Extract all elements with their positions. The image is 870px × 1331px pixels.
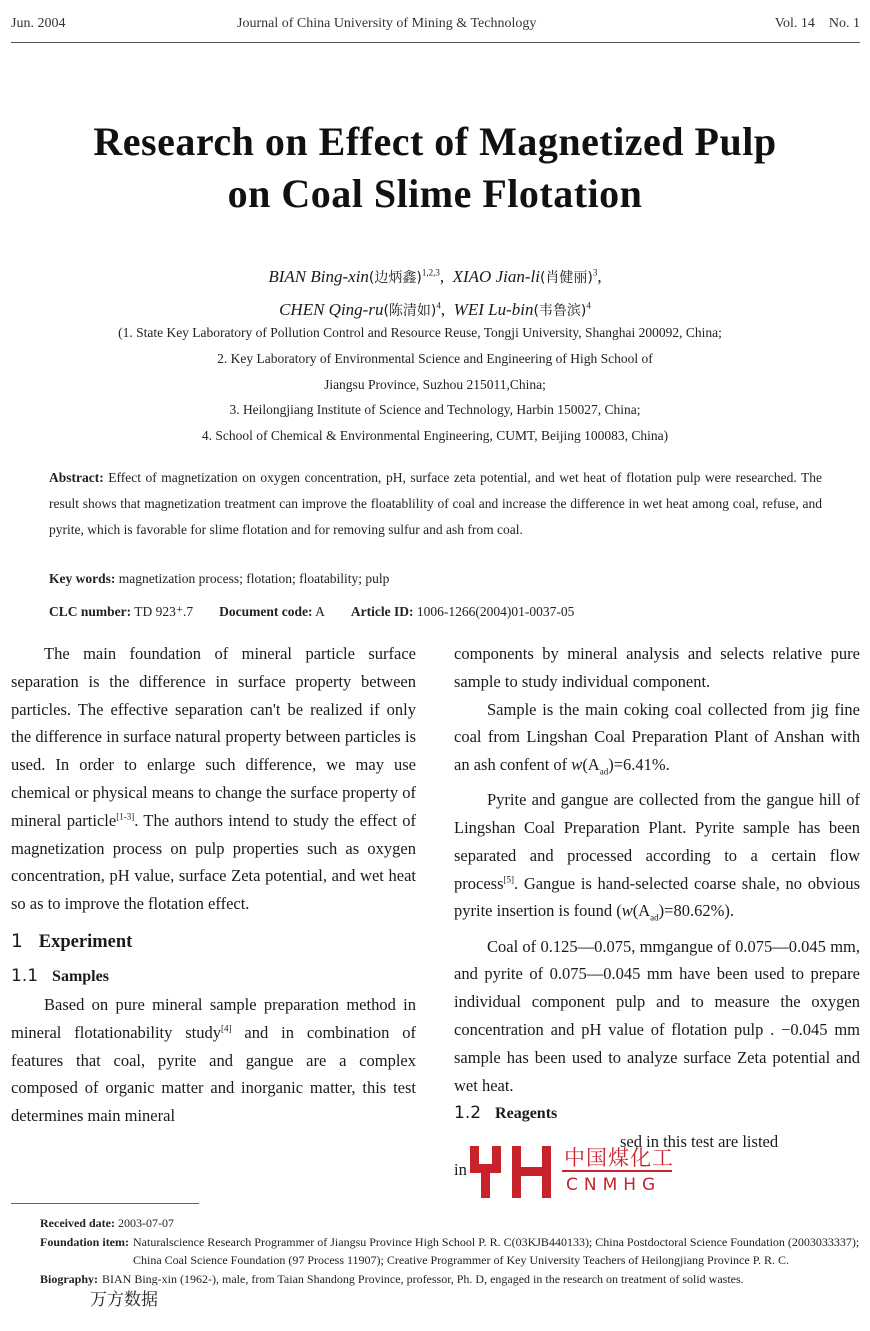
watermark-logo-cn: 中国煤化工 (564, 1146, 674, 1170)
author-name: WEI Lu-bin (453, 300, 534, 320)
abstract-label: Abstract: (49, 470, 104, 485)
paragraph-text: and in combination of features that coal, pyrite and gangue are a complex composed of organic matter and inorganic matter, this test determines main mineral (11, 1022, 416, 1126)
paragraph-text: Sample is the main coking coal collected from jig fine coal from Lingshan Coal Preparation Plant of Anshan with an ash confent of (454, 699, 860, 775)
continued-paragraph: components by mineral analysis and selects relative pure sample to study individual component. (454, 644, 860, 691)
section-title: Experiment (38, 931, 133, 952)
author-affiliation-ref: 3 (592, 267, 598, 277)
biography (40, 1270, 862, 1289)
citation: [4] (221, 1023, 232, 1034)
author-list (0, 258, 870, 325)
classification-line (49, 601, 822, 623)
author-separator: , (440, 300, 450, 320)
document-code-label: Document code: (219, 604, 313, 619)
author-name: XIAO Jian-li (452, 266, 540, 286)
math-variable: w (571, 755, 583, 775)
author-name-cn: (韦鲁滨) (533, 303, 587, 320)
keywords-text: magnetization process; flotation; floatability; pulp (115, 571, 390, 586)
paper-title (0, 116, 870, 220)
journal-name: Journal of China University of Mining & Technology (237, 16, 537, 31)
affiliation-3: 3. Heilongjiang Institute of Science and Technology, Harbin 150027, China; (229, 402, 641, 418)
citation: [1-3] (116, 811, 135, 822)
author (279, 300, 449, 319)
author-separator: , (597, 266, 602, 286)
keywords (49, 568, 822, 590)
author-name-cn: (肖健丽) (539, 269, 593, 286)
watermark-logo-en: CNMHG (566, 1175, 662, 1195)
sample-size-paragraph: Coal of 0.125—0.075, mmgangue of 0.075—0.045 mm, and pyrite of 0.075—0.045 mm have been used to prepare individual component pulp and to measure the oxygen concentration and pH value of flotation pulp . −0.045 mm sample has been used to analyze surface Zeta potential and wet heat. (454, 936, 860, 1095)
author-separator: , (439, 266, 449, 286)
math-text: (A (632, 901, 651, 921)
author (454, 300, 591, 319)
subsection-title: Reagents (495, 1105, 558, 1123)
paragraph-text: The main foundation of mineral particle surface separation is the difference in surface property between particles. The effective separation can't be realized if only the difference in surface natural property between particles is used. In order to enlarge such difference, we may use chemical or physical means to change the surface property of mineral particle (11, 644, 416, 830)
author (453, 267, 602, 286)
author-name: BIAN Bing-xin (268, 266, 369, 286)
foundation-value: Naturalscience Research Programmer of Jiangsu Province High School P. R. C(03KJB440133); China Postdoctoral Science Foundation (2003033337); China Coal Science Foundation (97 Process 11907); Creative Programmer of Key University Teachers of Heilongjiang Province P. R. C. (133, 1234, 860, 1267)
issue-date: Jun. 2004 (11, 16, 66, 31)
body-left-column (11, 640, 416, 1130)
watermark-logo (468, 1140, 678, 1204)
paragraph-text: . The authors intend to study the effect of magnetization process on pulp properties such as oxygen concentration, pH value, surface Zeta potential, and wet heat so as to improve the flotation effect. (11, 810, 416, 914)
citation: [5] (503, 874, 514, 885)
affiliation-2-cont: Jiangsu Province, Suzhou 215011,China; (324, 376, 546, 392)
footnotes (40, 1214, 862, 1288)
paragraph-text: sed in this test are listed (620, 1132, 779, 1152)
clc-value: TD 923⁺.7 (131, 604, 194, 619)
math-text: (A (582, 755, 600, 775)
sample-coal-paragraph (454, 696, 860, 787)
title-line-2: on Coal Slime Flotation (227, 171, 643, 216)
subsection-heading-reagents (454, 1099, 860, 1128)
received-date (40, 1214, 862, 1233)
affiliation-4: 4. School of Chemical & Environmental Engineering, CUMT, Beijing 100083, China) (201, 428, 669, 444)
watermark-source: 万方数据 (90, 1285, 158, 1310)
author-affiliation-ref: 4 (436, 300, 441, 311)
received-value: 2003-07-07 (114, 1216, 174, 1230)
biography-value: BIAN Bing-xin (1962-), male, from Taian Shandong Province, professor, Ph. D, engaged in the research on treatment of solid wastes. (102, 1271, 744, 1286)
volume-number: Vol. 14 No. 1 (774, 16, 860, 31)
intro-paragraph (11, 640, 416, 918)
author-line-1 (0, 258, 870, 292)
author-affiliation-ref: 1,2,3 (421, 267, 440, 277)
running-header (11, 14, 860, 43)
clc-label: CLC number: (49, 604, 132, 619)
received-label: Received date: (40, 1216, 115, 1230)
math-variable: w (621, 901, 633, 921)
body-right-column (454, 640, 860, 1184)
math-subscript: ad (599, 766, 609, 777)
affiliations (0, 320, 870, 449)
subsection-number: 1.2 (454, 1103, 482, 1124)
author-name-cn: (陈清如) (383, 303, 437, 320)
author-affiliation-ref: 4 (586, 300, 591, 311)
section-heading-experiment (11, 928, 416, 956)
math-text: )=6.41%. (608, 755, 670, 775)
math-subscript: ad (650, 912, 659, 923)
subsection-heading-samples (11, 962, 416, 991)
subsection-title: Samples (52, 967, 109, 985)
affiliation-1: (1. State Key Laboratory of Pollution Control and Resource Reuse, Tongji University, Shanghai 200092, China; (118, 325, 722, 340)
math-text: )=80.62%). (658, 901, 734, 921)
paragraph-text: . Gangue is hand-selected coarse shale, no obvious pyrite insertion is found ( (454, 873, 860, 921)
section-number: 1 (11, 930, 23, 952)
author (268, 267, 448, 286)
foundation-label: Foundation item: (40, 1234, 130, 1249)
author-name: CHEN Qing-ru (279, 300, 384, 320)
subsection-number: 1.1 (11, 965, 39, 986)
article-id-label: Article ID: (350, 604, 414, 619)
keywords-label: Key words: (49, 571, 116, 586)
author-name-cn: (边炳鑫) (368, 269, 422, 286)
paragraph-text: in (454, 1160, 467, 1180)
biography-label: Biography: (40, 1271, 99, 1286)
document-code-value: A (312, 604, 325, 619)
paragraph-text: Based on pure mineral sample preparation method in mineral flotationability study (11, 994, 416, 1042)
abstract (49, 465, 822, 542)
title-line-1: Research on Effect of Magnetized Pulp (93, 119, 777, 164)
abstract-text: Effect of magnetization on oxygen concentration, pH, surface zeta potential, and wet heat of flotation pulp were researched. The result shows that magnetization treatment can improve the floatablility of coal and increase the difference in wet heat among coal, refuse, and pyrite, which is favorable for slime flotation and for removing sulfur and ash from coal. (49, 470, 822, 537)
article-id-value: 1006-1266(2004)01-0037-05 (413, 604, 575, 619)
sample-pyrite-paragraph (454, 786, 860, 932)
paragraph-text: Pyrite and gangue are collected from the gangue hill of Lingshan Coal Preparation Plant. Pyrite sample has been separated and processed according to a certain flow process (454, 790, 860, 893)
samples-paragraph (11, 991, 416, 1130)
affiliation-2: 2. Key Laboratory of Environmental Science and Engineering of High School of (217, 350, 653, 366)
footnote-divider (11, 1203, 199, 1204)
foundation-item (40, 1233, 862, 1270)
